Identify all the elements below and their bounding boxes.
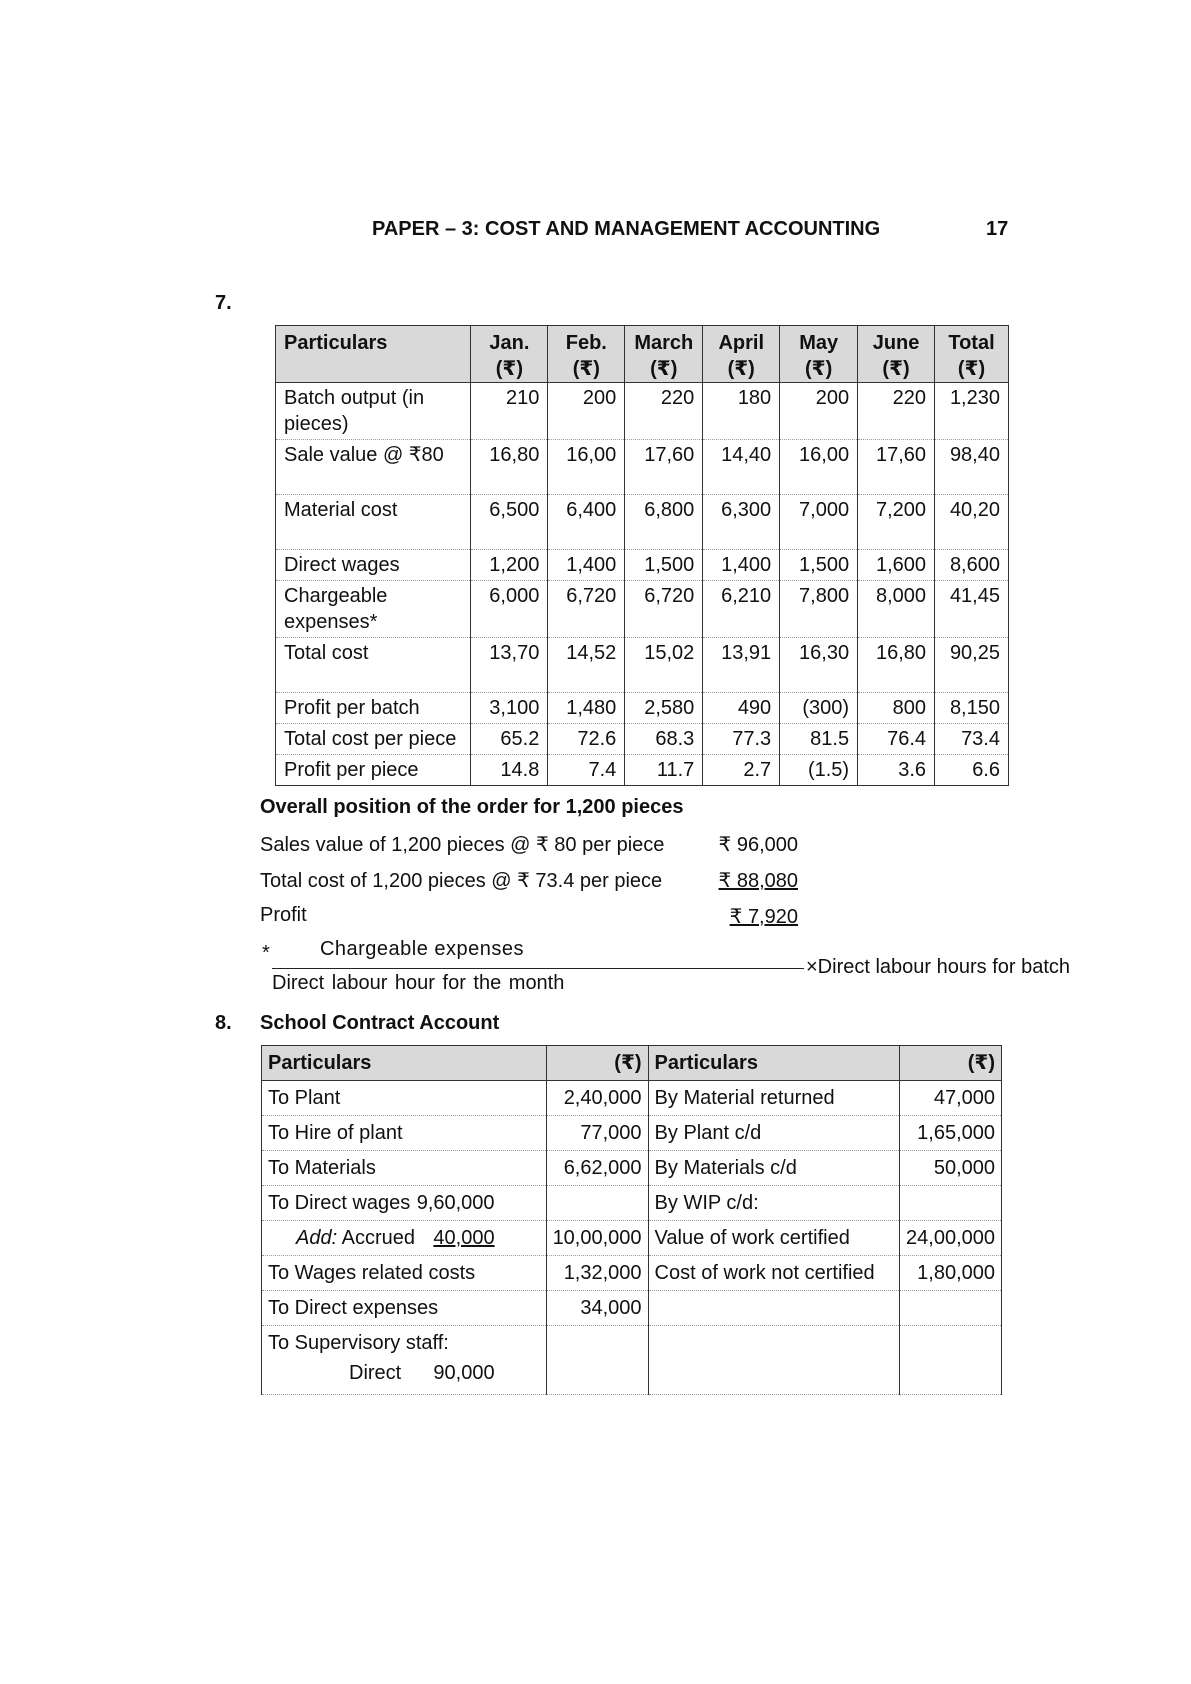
debit-amount <box>546 1360 648 1395</box>
table-cell: 1,480 <box>548 693 625 724</box>
table-row <box>276 581 1009 638</box>
credit-particulars: By WIP c/d: <box>648 1186 899 1221</box>
add-label: Add: <box>296 1227 338 1249</box>
table-cell: 90,25 <box>935 638 1009 693</box>
credit-amount: 1,65,000 <box>900 1116 1002 1151</box>
row-label: Profit per batch <box>276 693 471 724</box>
table-row <box>276 440 1009 495</box>
credit-amount: 47,000 <box>900 1081 1002 1116</box>
table-row <box>276 550 1009 581</box>
profit-amount: ₹ 7,920 <box>729 906 798 928</box>
table-cell: 16,80 <box>471 440 548 495</box>
debit-particulars <box>262 1186 547 1221</box>
debit-particulars <box>262 1151 547 1186</box>
table-cell: 7,000 <box>780 495 858 550</box>
formula-multiplier: ×Direct labour hours for batch <box>806 956 1071 978</box>
table-cell: 6,210 <box>703 581 780 638</box>
row-label: Material cost <box>276 495 471 550</box>
table-row <box>262 1116 1002 1151</box>
table-cell: 1,600 <box>858 550 935 581</box>
row-label: Chargeable expenses* <box>276 581 471 638</box>
credit-particulars: Cost of work not certified <box>648 1256 899 1291</box>
debit-particulars <box>262 1116 547 1151</box>
particular-label: To Plant <box>268 1087 341 1109</box>
table-row <box>276 693 1009 724</box>
table-row <box>276 755 1009 786</box>
table-cell: 8,600 <box>935 550 1009 581</box>
table-cell: 65.2 <box>471 724 548 755</box>
table-cell: 6,000 <box>471 581 548 638</box>
fraction-line <box>272 968 804 969</box>
table-cell: 1,400 <box>548 550 625 581</box>
col-header: March (₹) <box>625 326 703 383</box>
debit-particulars <box>262 1081 547 1116</box>
table-cell: 8,150 <box>935 693 1009 724</box>
table-cell: 200 <box>548 383 625 440</box>
col-header: April (₹) <box>703 326 780 383</box>
table-row <box>276 638 1009 693</box>
table-cell: 220 <box>858 383 935 440</box>
table-cell: 220 <box>625 383 703 440</box>
col-header: (₹) <box>546 1046 648 1081</box>
table-cell: 210 <box>471 383 548 440</box>
question-number: 8. <box>215 1012 232 1034</box>
debit-amount <box>546 1326 648 1361</box>
formula-denominator: Direct labour hour for the month <box>272 972 565 994</box>
col-header: Particulars <box>648 1046 899 1081</box>
credit-amount <box>900 1326 1002 1361</box>
table-cell: (1.5) <box>780 755 858 786</box>
sub-amount: 40,000 <box>433 1227 495 1249</box>
table-cell: 13,70 <box>471 638 548 693</box>
table-row <box>262 1081 1002 1116</box>
table-cell: 14.8 <box>471 755 548 786</box>
debit-amount <box>546 1186 648 1221</box>
table-cell: 3.6 <box>858 755 935 786</box>
table-cell: 800 <box>858 693 935 724</box>
table-cell: 40,20 <box>935 495 1009 550</box>
table-row <box>262 1151 1002 1186</box>
question-number: 7. <box>215 292 232 314</box>
table-cell: 180 <box>703 383 780 440</box>
table-cell: 1,200 <box>471 550 548 581</box>
table-row <box>262 1256 1002 1291</box>
particular-label: Accrued <box>337 1227 415 1249</box>
table-cell: 490 <box>703 693 780 724</box>
table-cell: 16,00 <box>780 440 858 495</box>
credit-particulars <box>648 1360 899 1395</box>
page-title: PAPER – 3: COST AND MANAGEMENT ACCOUNTING <box>372 218 881 240</box>
table-cell: 98,40 <box>935 440 1009 495</box>
overall-heading: Overall position of the order for 1,200 pieces <box>260 796 684 818</box>
table-cell: 16,00 <box>548 440 625 495</box>
particular-label: To Direct wages <box>268 1192 411 1214</box>
credit-particulars: By Materials c/d <box>648 1151 899 1186</box>
table-cell: 6,800 <box>625 495 703 550</box>
credit-particulars: By Material returned <box>648 1081 899 1116</box>
table-row <box>262 1291 1002 1326</box>
credit-amount: 24,00,000 <box>900 1221 1002 1256</box>
table-cell: 17,60 <box>858 440 935 495</box>
table-cell: 1,230 <box>935 383 1009 440</box>
debit-particulars <box>262 1326 547 1361</box>
table-cell: 13,91 <box>703 638 780 693</box>
table-cell: 11.7 <box>625 755 703 786</box>
table-row <box>262 1326 1002 1361</box>
table-cell: 15,02 <box>625 638 703 693</box>
particular-label: To Direct expenses <box>268 1297 439 1319</box>
table-cell: 7,800 <box>780 581 858 638</box>
sales-value-amount: ₹ 96,000 <box>718 834 798 856</box>
table-cell: 6,500 <box>471 495 548 550</box>
table-cell: 1,400 <box>703 550 780 581</box>
table-cell: 77.3 <box>703 724 780 755</box>
particular-label: To Hire of plant <box>268 1122 403 1144</box>
col-header: Particulars <box>276 326 471 383</box>
debit-particulars <box>262 1291 547 1326</box>
table-cell: 14,40 <box>703 440 780 495</box>
table-cell: 14,52 <box>548 638 625 693</box>
row-label: Total cost per piece <box>276 724 471 755</box>
table-row <box>262 1186 1002 1221</box>
table-cell: 8,000 <box>858 581 935 638</box>
table-row <box>262 1360 1002 1395</box>
credit-amount: 50,000 <box>900 1151 1002 1186</box>
table-cell: 81.5 <box>780 724 858 755</box>
col-header: Feb. (₹) <box>548 326 625 383</box>
table-cell: 6,720 <box>625 581 703 638</box>
col-header: Jan. (₹) <box>471 326 548 383</box>
table-cell: 1,500 <box>625 550 703 581</box>
col-header: Total (₹) <box>935 326 1009 383</box>
sales-value-label: Sales value of 1,200 pieces @ ₹ 80 per piece <box>260 834 665 856</box>
credit-particulars <box>648 1291 899 1326</box>
particular-label: To Wages related costs <box>268 1262 476 1284</box>
credit-amount <box>900 1186 1002 1221</box>
q7-header-row <box>276 326 1009 383</box>
total-cost-amount: ₹ 88,080 <box>718 870 798 892</box>
table-cell: 72.6 <box>548 724 625 755</box>
table-cell: 2,580 <box>625 693 703 724</box>
row-label: Batch output (in pieces) <box>276 383 471 440</box>
row-label: Sale value @ ₹80 <box>276 440 471 495</box>
row-label: Total cost <box>276 638 471 693</box>
debit-amount: 6,62,000 <box>546 1151 648 1186</box>
table-cell: 2.7 <box>703 755 780 786</box>
table-cell: 41,45 <box>935 581 1009 638</box>
debit-amount: 77,000 <box>546 1116 648 1151</box>
table-cell: 3,100 <box>471 693 548 724</box>
debit-particulars <box>262 1360 547 1395</box>
credit-amount <box>900 1291 1002 1326</box>
table-cell: 6,300 <box>703 495 780 550</box>
credit-particulars: By Plant c/d <box>648 1116 899 1151</box>
q7-table <box>275 325 1009 786</box>
footnote-star: * <box>262 942 270 964</box>
credit-amount: 1,80,000 <box>900 1256 1002 1291</box>
table-cell: 7.4 <box>548 755 625 786</box>
debit-amount: 2,40,000 <box>546 1081 648 1116</box>
debit-particulars <box>262 1256 547 1291</box>
table-row <box>276 724 1009 755</box>
table-cell: 17,60 <box>625 440 703 495</box>
sub-amount: 9,60,000 <box>416 1192 495 1214</box>
formula-numerator: Chargeable expenses <box>319 938 525 960</box>
table-cell: 6,720 <box>548 581 625 638</box>
table-row <box>276 495 1009 550</box>
table-cell: 1,500 <box>780 550 858 581</box>
row-label: Profit per piece <box>276 755 471 786</box>
col-header: June (₹) <box>858 326 935 383</box>
table-cell: (300) <box>780 693 858 724</box>
table-row <box>262 1221 1002 1256</box>
table-row <box>276 383 1009 440</box>
table-cell: 73.4 <box>935 724 1009 755</box>
table-cell: 200 <box>780 383 858 440</box>
col-header: May (₹) <box>780 326 858 383</box>
particular-label: To Supervisory staff: <box>268 1332 449 1354</box>
debit-amount: 1,32,000 <box>546 1256 648 1291</box>
account-title: School Contract Account <box>260 1012 500 1034</box>
profit-label: Profit <box>260 904 307 926</box>
table-cell: 68.3 <box>625 724 703 755</box>
sub-amount: 90,000 <box>433 1362 495 1384</box>
debit-amount: 10,00,000 <box>546 1221 648 1256</box>
col-header: (₹) <box>900 1046 1002 1081</box>
q8-header-row <box>262 1046 1002 1081</box>
total-cost-label: Total cost of 1,200 pieces @ ₹ 73.4 per piece <box>260 870 663 892</box>
debit-amount: 34,000 <box>546 1291 648 1326</box>
table-cell: 6.6 <box>935 755 1009 786</box>
row-label: Direct wages <box>276 550 471 581</box>
particular-label: Direct <box>349 1362 402 1384</box>
credit-particulars <box>648 1326 899 1361</box>
table-cell: 7,200 <box>858 495 935 550</box>
credit-amount <box>900 1360 1002 1395</box>
page-number: 17 <box>986 218 1009 240</box>
table-cell: 6,400 <box>548 495 625 550</box>
debit-particulars <box>262 1221 547 1256</box>
col-header: Particulars <box>262 1046 547 1081</box>
table-cell: 76.4 <box>858 724 935 755</box>
table-cell: 16,30 <box>780 638 858 693</box>
credit-particulars: Value of work certified <box>648 1221 899 1256</box>
q8-table <box>261 1045 1002 1395</box>
particular-label: To Materials <box>268 1157 376 1179</box>
footnote-formula <box>262 938 1071 1000</box>
table-cell: 16,80 <box>858 638 935 693</box>
